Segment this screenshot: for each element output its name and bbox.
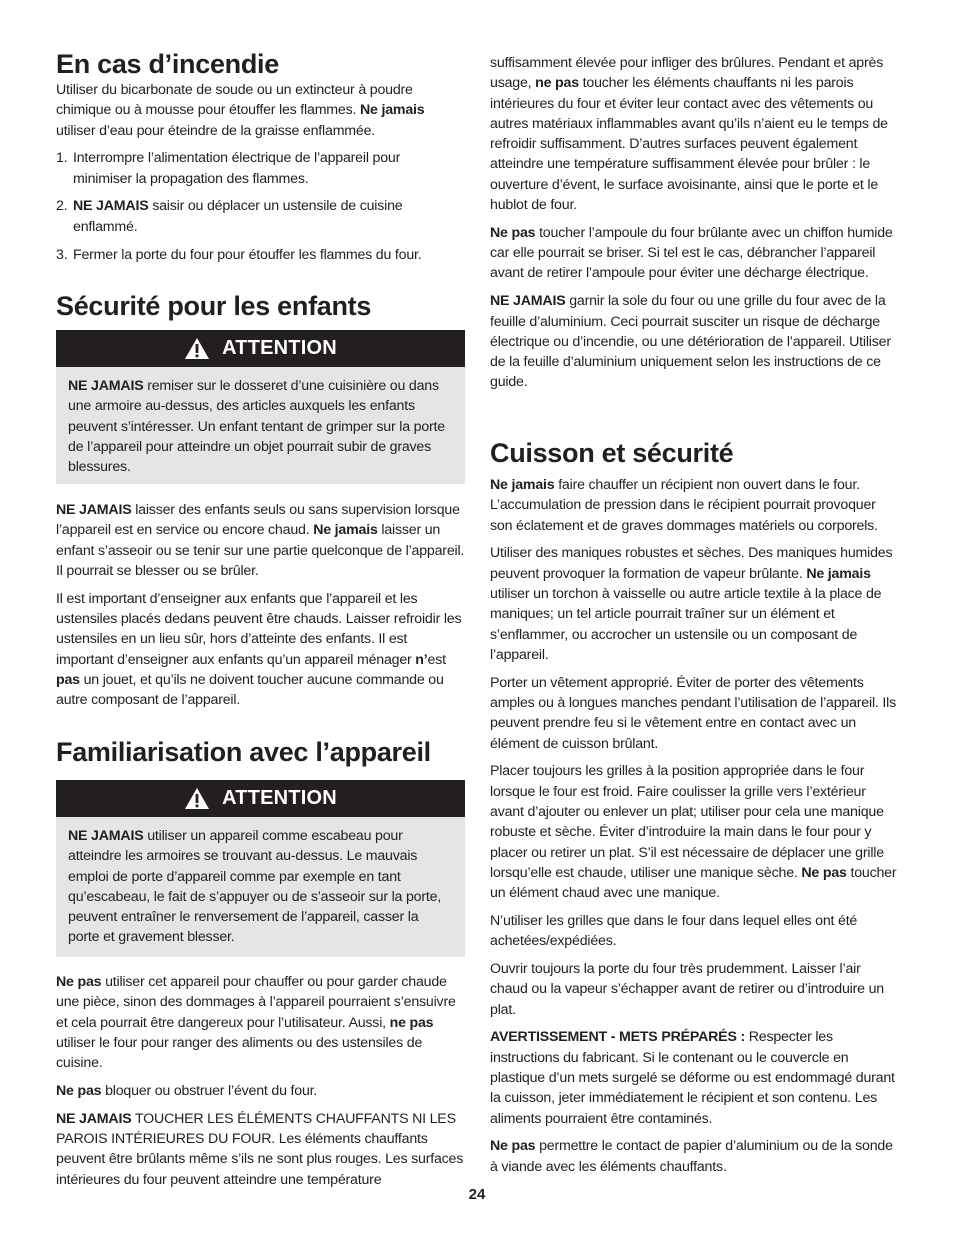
enfants-paragraph-2: Il est important d’enseigner aux enfants que l’appareil et les ustensiles placés dedans peuvent être chauds. Laisser refroidir les ustensiles en un lieu sûr, hors d’atteinte des enfants. Il est important d’enseigner aux enfants qu’un appareil ménager n’est pas un jouet, et qu’ils ne doivent toucher aucune commande ou autre composant de l’appareil. [56, 590, 462, 709]
list-item: 2. NE JAMAIS saisir ou déplacer un ustensile de cuisine enflammé. [56, 198, 403, 235]
warning-icon [184, 337, 210, 360]
familiarisation-paragraph-2: Ne pas bloquer ou obstruer l’évent du four. [56, 1082, 318, 1099]
list-item: 3. Fermer la porte du four pour étouffer les flammes du four. [56, 246, 422, 263]
right-top-body [490, 53, 900, 400]
continuation-paragraph: suffisamment élevée pour infliger des brûlures. Pendant et après usage, ne pas toucher les éléments chauffants ni les parois intérieures du four et éviter leur contact avec des vêtements ou autres matériaux inflammables avant qu’ils n’aient eu le temps de refroidir suffisamment. D’autres surfaces peuvent également atteindre une température suffisamment élevée pour brûler : le ouverture d’évent, le surface avoisinante, ainsi que le porte et le hublot de four. [490, 55, 888, 214]
cuisson-body [490, 475, 900, 1185]
cuisson-paragraph-6: Ouvrir toujours la porte du four très prudemment. Laisser l’air chaud ou la vapeur s’échapper avant de retirer ou d’introduire un plat. [490, 961, 884, 1018]
attention-box-familiarisation [56, 780, 465, 957]
cuisson-paragraph-1: Ne jamais faire chauffer un récipient non ouvert dans le four. L’accumulation de pression dans le récipient pourrait provoquer son éclatement et de graves dommages matériels ou corporels. [490, 477, 878, 534]
section-title-incendie: En cas d’incendie [56, 49, 279, 79]
cuisson-paragraph-2: Utiliser des maniques robustes et sèches. Des maniques humides peuvent provoquer la formation de vapeur brûlante. Ne jamais utiliser un torchon à vaisselle ou autre article textile à la place de maniques; un tel article pourrait traîner sur un élément et s’enflammer, ou accrocher un ustensile ou un composant de l’appareil. [490, 545, 893, 663]
familiarisation-body [56, 972, 465, 1197]
attention-text [56, 367, 465, 484]
page-number: 24 [468, 1186, 486, 1203]
cuisson-paragraph-8: Ne pas permettre le contact de papier d’aluminium ou de la sonde à viande avec les éléments chauffants. [490, 1138, 893, 1175]
incendie-intro: Utiliser du bicarbonate de soude ou un extincteur à poudre chimique ou à mousse pour étouffer les flammes. Ne jamais utiliser d’eau pour éteindre de la graisse enflammée. [56, 82, 425, 139]
attention-paragraph: NE JAMAIS utiliser un appareil comme escabeau pour atteindre les armoires se trouvant au-dessus. Le mauvais emploi de porte d’appareil comme par exemple en tant qu’escabeau, le fait de s’appuyer ou de s’asseoir sur la porte, peuvent entraîner le renversement de l’appareil, casser la porte et gravement blesser. [68, 828, 442, 946]
aluminium-paragraph: NE JAMAIS garnir la sole du four ou une grille du four avec de la feuille d’aluminium. Ceci pourrait susciter un risque de décharge électrique ou d’incendie, ou une détérioration de l’appareil. Utiliser de la feuille d’aluminium uniquement selon les instructions de ce guide. [490, 293, 891, 391]
section-title-familiarisation: Familiarisation avec l’appareil [56, 737, 431, 767]
familiarisation-paragraph-3: NE JAMAIS TOUCHER LES ÉLÉMENTS CHAUFFANTS NI LES PAROIS INTÉRIEURES DU FOUR. Les éléments chauffants peuvent être brûlants même s’ils ne sont plus rouges. Les surfaces intérieures du four peuvent atteindre une température [56, 1110, 464, 1188]
incendie-body [56, 80, 451, 272]
attention-text [56, 817, 465, 957]
warning-icon [184, 787, 210, 810]
list-item: 1. Interrompre l’alimentation électrique de l’appareil pour minimiser la propagation des flammes. [56, 150, 401, 187]
cuisson-paragraph-7: AVERTISSEMENT - METS PRÉPARÉS : Respecter les instructions du fabricant. Si le contenant ou le couvercle en plastique d’un mets surgelé se déforme ou est endommagé durant la cuisson, jeter immédiatement le récipient et son contenu. Les aliments pourraient être contaminés. [490, 1029, 895, 1127]
section-title-cuisson: Cuisson et sécurité [490, 438, 734, 468]
attention-bar [56, 780, 465, 817]
ampoule-paragraph: Ne pas toucher l’ampoule du four brûlante avec un chiffon humide car elle pourrait se briser. Si tel est le cas, débrancher l’appareil avant de retirer l’ampoule pour éviter une décharge électrique. [490, 224, 893, 282]
enfants-body [56, 500, 465, 718]
enfants-paragraph-1: NE JAMAIS laisser des enfants seuls ou sans supervision lorsque l’appareil est en service ou encore chaud. Ne jamais laisser un enfant s’asseoir ou se tenir sur une partie quelconque de l’appareil. Il pourrait se blesser ou se brûler. [56, 502, 465, 579]
attention-label: ATTENTION [222, 787, 337, 809]
cuisson-paragraph-3: Porter un vêtement approprié. Éviter de porter des vêtements amples ou à longues manches pendant l’utilisation de l’appareil. Ils peuvent prendre feu si le vêtement entre en contact avec un élément de cuisson brûlant. [490, 674, 896, 752]
cuisson-paragraph-4: Placer toujours les grilles à la position appropriée dans le four lorsque le four est froid. Faire coulisser la grille vers l’extérieur avant d’ajouter ou enlever un plat; utiliser pour cela une manique robuste et sèche. Éviter d’introduire la main dans le four pour y placer ou retirer un plat. S’il est nécessaire de déplacer une grille lorsqu’elle est chaude, utiliser une manique sèche. Ne pas toucher un élément chaud avec une manique. [490, 763, 897, 902]
attention-box-enfants [56, 330, 465, 484]
section-title-enfants: Sécurité pour les enfants [56, 291, 372, 321]
attention-label: ATTENTION [222, 337, 337, 359]
incendie-steps [56, 148, 451, 264]
attention-paragraph: NE JAMAIS remiser sur le dosseret d’une cuisinière ou dans une armoire au-dessus, des articles auxquels les enfants peuvent s’intéresser. Un enfant tentant de grimper sur la porte de l’appareil pour atteindre un objet pourrait subir de graves blessures. [68, 378, 445, 476]
attention-bar [56, 330, 465, 367]
familiarisation-paragraph-1: Ne pas utiliser cet appareil pour chauffer ou pour garder chaude une pièce, sinon des dommages à l’appareil pourraient s’ensuivre et cela pourrait être dangereux pour l’utilisateur. Aussi, ne pas utiliser le four pour ranger des aliments ou des ustensiles de cuisine. [56, 974, 456, 1072]
cuisson-paragraph-5: N’utiliser les grilles que dans le four dans lequel elles ont été achetées/expédiées. [490, 912, 858, 950]
